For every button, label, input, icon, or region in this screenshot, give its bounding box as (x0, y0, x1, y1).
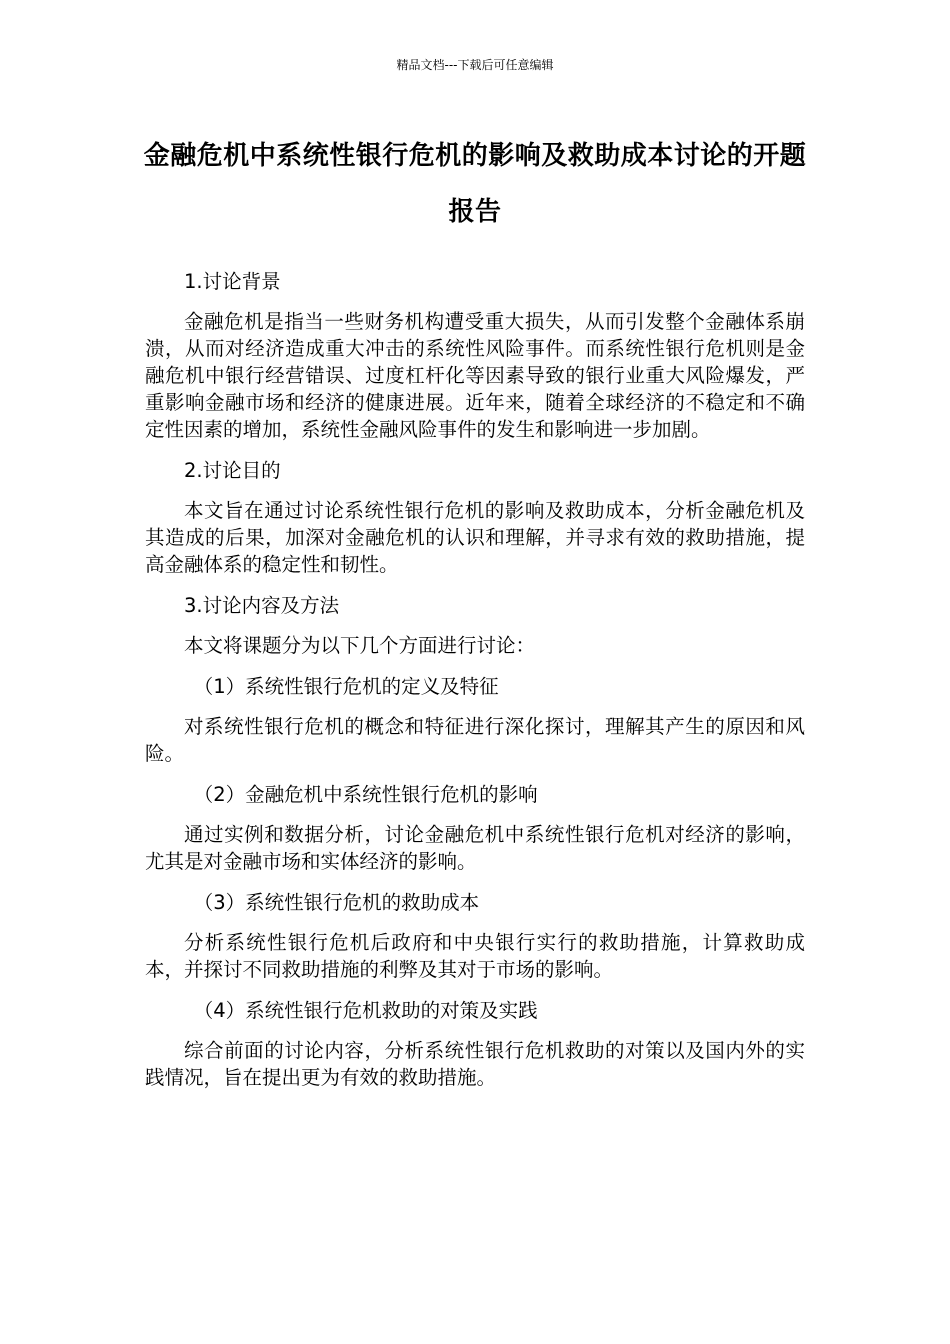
section-paragraph-background: 金融危机是指当一些财务机构遭受重大损失，从而引发整个金融体系崩溃，从而对经济造成重大冲击的系统性风险事件。而系统性银行危机则是金融危机中银行经营错误、过度杠杆化等因素导致的银行业重大风险爆发，严重影响金融市场和经济的健康进展。近年来，随着全球经济的不稳定和不确定性因素的增加，系统性金融风险事件的发生和影响进一步加剧。 (145, 310, 805, 441)
subsection-heading-definition: （1）系统性银行危机的定义及特征 (193, 675, 499, 698)
subsection-paragraph-rescue-cost: 分析系统性银行危机后政府和中央银行实行的救助措施，计算救助成本，并探讨不同救助措施的利弊及其对于市场的影响。 (145, 931, 805, 981)
section-paragraph-purpose: 本文旨在通过讨论系统性银行危机的影响及救助成本，分析金融危机及其造成的后果，加深对金融危机的认识和理解，并寻求有效的救助措施，提高金融体系的稳定性和韧性。 (145, 499, 805, 576)
subsection-paragraph-definition: 对系统性银行危机的概念和特征进行深化探讨，理解其产生的原因和风险。 (145, 715, 805, 765)
subsection-paragraph-impact: 通过实例和数据分析，讨论金融危机中系统性银行危机对经济的影响，尤其是对金融市场和实体经济的影响。 (145, 823, 805, 873)
page-header: 精品文档---下载后可任意编辑 (396, 58, 554, 72)
document-title: 金融危机中系统性银行危机的影响及救助成本讨论的开题报告 (143, 141, 807, 227)
document-body (145, 268, 805, 1105)
section-heading-background: 1.讨论背景 (184, 270, 281, 293)
subsection-paragraph-countermeasures: 综合前面的讨论内容，分析系统性银行危机救助的对策以及国内外的实践情况，旨在提出更为有效的救助措施。 (145, 1039, 805, 1089)
subsection-heading-impact: （2）金融危机中系统性银行危机的影响 (193, 783, 538, 806)
subsection-heading-rescue-cost: （3）系统性银行危机的救助成本 (193, 891, 480, 914)
section-heading-purpose: 2.讨论目的 (184, 459, 281, 482)
section-heading-content-method: 3.讨论内容及方法 (184, 594, 340, 617)
section-paragraph-content-method: 本文将课题分为以下几个方面进行讨论： (184, 634, 536, 657)
subsection-heading-countermeasures: （4）系统性银行危机救助的对策及实践 (193, 999, 538, 1022)
